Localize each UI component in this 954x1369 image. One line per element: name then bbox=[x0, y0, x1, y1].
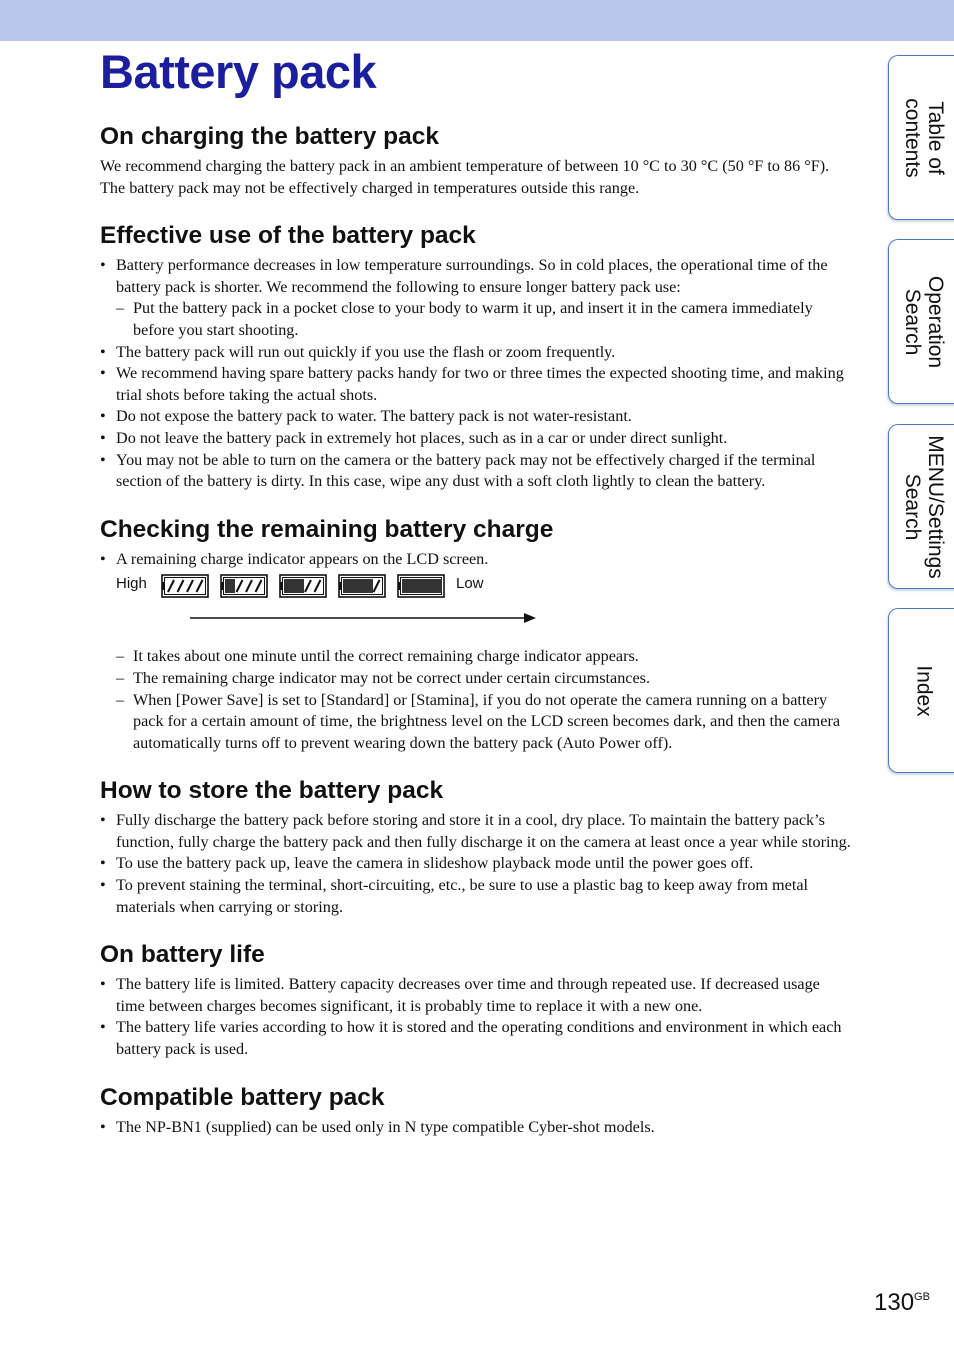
list-subitem: – Put the battery pack in a pocket close to your body to warm it up, and insert it in the camera immediately before you start shooting. bbox=[100, 298, 852, 341]
section-heading: How to store the battery pack bbox=[100, 777, 444, 805]
battery-empty-area bbox=[225, 579, 235, 593]
battery-level-icon bbox=[279, 573, 329, 599]
battery-empty-area bbox=[284, 579, 304, 593]
tab-label-line: Table of bbox=[923, 100, 947, 175]
bullet-list bbox=[100, 810, 852, 918]
list-item: • The battery life varies according to how it is stored and the operating conditions and environment in which each battery pack is used. bbox=[100, 1017, 852, 1060]
tab-label bbox=[901, 435, 947, 579]
page-number bbox=[874, 1289, 930, 1317]
tab-operation-search[interactable] bbox=[888, 239, 954, 404]
list-item: • To prevent staining the terminal, short-circuiting, etc., be sure to use a plastic bag to keep away from metal materials when carrying or storing. bbox=[100, 875, 852, 918]
section-heading: Effective use of the battery pack bbox=[100, 222, 476, 250]
tab-label-line: Search bbox=[900, 288, 924, 355]
high-label: High bbox=[116, 575, 147, 593]
battery-level-icon bbox=[338, 573, 388, 599]
list-subitem: – The remaining charge indicator may not be correct under certain circumstances. bbox=[100, 668, 852, 690]
battery-level-icon bbox=[220, 573, 270, 599]
section-heading: On charging the battery pack bbox=[100, 123, 439, 150]
list-item: • We recommend having spare battery packs handy for two or three times the expected shooting time, and making trial shots before taking the actual shots. bbox=[100, 363, 852, 406]
list-item: • To use the battery pack up, leave the camera in slideshow playback mode until the power goes off. bbox=[100, 853, 852, 875]
section-battery-life bbox=[100, 940, 852, 1060]
list-item: • The battery life is limited. Battery capacity decreases over time and through repeated use. If decreased usage time between charges becomes significant, it is probably time to replace it with a new one. bbox=[100, 974, 852, 1017]
section-heading: Checking the remaining battery charge bbox=[100, 515, 554, 543]
battery-terminal bbox=[221, 582, 224, 590]
tab-label-line: Index bbox=[912, 664, 935, 717]
tab-table-of-contents[interactable] bbox=[888, 55, 954, 220]
battery-level-icon bbox=[397, 573, 447, 599]
page-number-value: 130 bbox=[874, 1289, 915, 1316]
list-item: • You may not be able to turn on the camera or the battery pack may not be effectively charged if the terminal section of the battery is dirty. In this case, wipe any dust with a soft cloth lightly to clean the battery. bbox=[100, 450, 852, 493]
battery-indicator-scale bbox=[100, 572, 852, 654]
section-effective-use bbox=[100, 221, 852, 493]
tab-label-line: Search bbox=[900, 473, 924, 540]
section-heading: Compatible battery pack bbox=[100, 1083, 385, 1111]
low-label: Low bbox=[456, 575, 484, 593]
battery-terminal bbox=[398, 582, 401, 590]
list-subitem: – When [Power Save] is set to [Standard] or [Stamina], if you do not operate the camera running on a battery pack for a certain amount of time, the brightness level on the LCD screen becomes dark, and then the camera automatically turns off to prevent wearing down the battery pack (Auto Power off). bbox=[100, 690, 852, 755]
section-heading: On battery life bbox=[100, 941, 265, 969]
battery-empty-area bbox=[343, 579, 373, 593]
bullet-list bbox=[100, 974, 852, 1060]
tab-label bbox=[901, 98, 947, 177]
tab-label bbox=[912, 665, 935, 716]
tab-label bbox=[901, 275, 947, 367]
paragraph: We recommend charging the battery pack in an ambient temperature of between 10 °C to 30 °C (50 °F to 86 °F). The battery pack may not be effectively charged in temperatures outside this range. bbox=[100, 157, 830, 197]
note-list bbox=[100, 646, 852, 754]
list-subitem: – It takes about one minute until the correct remaining charge indicator appears. bbox=[100, 646, 852, 668]
bullet-list bbox=[100, 1117, 852, 1139]
section-charging bbox=[100, 122, 852, 199]
battery-terminal bbox=[339, 582, 342, 590]
list-item: • Do not leave the battery pack in extremely hot places, such as in a car or under direct sunlight. bbox=[100, 428, 852, 450]
tab-label-line: contents bbox=[900, 97, 924, 178]
list-item: • A remaining charge indicator appears on the LCD screen. bbox=[100, 549, 852, 571]
tab-index[interactable] bbox=[888, 608, 954, 773]
section-compatible bbox=[100, 1083, 852, 1139]
page-title: Battery pack bbox=[100, 45, 377, 98]
tab-label-line: MENU/Settings bbox=[923, 434, 947, 579]
list-item: • The battery pack will run out quickly if you use the flash or zoom frequently. bbox=[100, 342, 852, 364]
arrow-right-icon bbox=[190, 612, 536, 624]
tab-label-line: Operation bbox=[923, 275, 947, 368]
page-number-suffix: GB bbox=[914, 1291, 930, 1303]
battery-outline bbox=[162, 575, 208, 597]
battery-empty-area bbox=[402, 579, 442, 593]
bullet-list bbox=[100, 549, 852, 571]
list-item: • Do not expose the battery pack to water. The battery pack is not water-resistant. bbox=[100, 406, 852, 428]
section-checking-charge bbox=[100, 515, 852, 755]
main-content bbox=[100, 122, 852, 1138]
list-item: • Fully discharge the battery pack before storing and store it in a cool, dry place. To maintain the battery pack’s function, fully charge the battery pack and then fully discharge it on the camera at least once a year while storing. bbox=[100, 810, 852, 853]
list-item: • Battery performance decreases in low temperature surroundings. So in cold places, the operational time of the battery pack is shorter. We recommend the following to ensure longer battery pack use: bbox=[100, 255, 852, 298]
section-store bbox=[100, 776, 852, 918]
header-bar bbox=[0, 0, 954, 41]
tab-menu-settings-search[interactable] bbox=[888, 424, 954, 589]
battery-level-icon bbox=[161, 573, 211, 599]
list-item: • The NP-BN1 (supplied) can be used only in N type compatible Cyber-shot models. bbox=[100, 1117, 852, 1139]
bullet-list bbox=[100, 255, 852, 493]
battery-terminal bbox=[162, 582, 165, 590]
battery-terminal bbox=[280, 582, 283, 590]
